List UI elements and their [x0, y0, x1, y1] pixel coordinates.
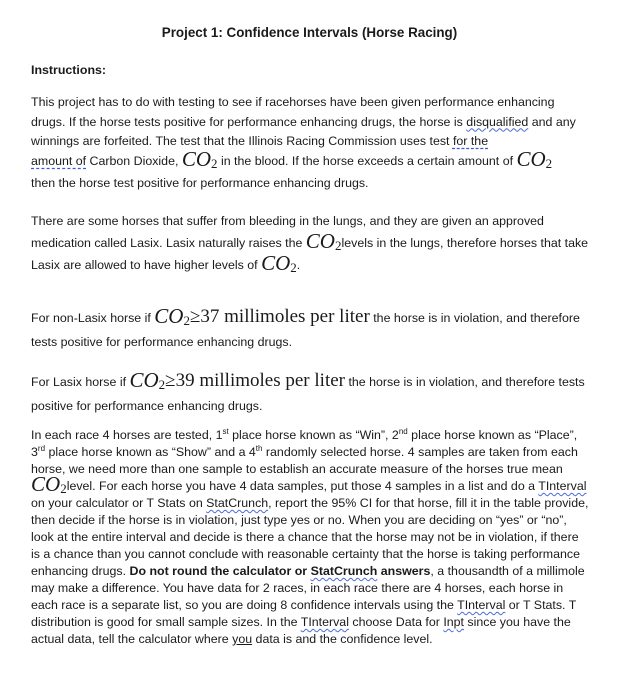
- co2-formula: $CO_2$: [154, 304, 190, 328]
- paragraph-lasix: There are some horses that suffer from bleeding in the lungs, and they are given an approved medication called Lasix. Lasix naturally raises the $CO_2levels$ in the lungs, therefore horses that take Lasix are allowed to have higher levels of $CO_2$.: [31, 214, 589, 275]
- threshold-39: ≥39 millimoles per liter: [165, 370, 345, 391]
- page-title: Project 1: Confidence Intervals (Horse Racing): [161, 25, 458, 40]
- paragraph-intro: This project has to do with testing to see if racehorses have been given performance enhancing drugs. If the horse tests positive for performance enhancing drugs, the horse is disqualified and any winnings are forfeited. The test that the Illinois Racing Commission uses test for the amount of Carbon Dioxide, $CO_2$ in the blood. If the horse exceeds a certain amount of $CO_2$ then the horse test positive for performance enhancing drugs.: [31, 95, 576, 190]
- squiggle-word: disqualified: [466, 114, 529, 129]
- instructions-heading: Instructions:: [31, 63, 107, 77]
- co2-formula: $CO_2$: [129, 368, 166, 392]
- paragraph-procedure: In each race 4 horses are tested, 1st place horse known as “Win”, 2nd place horse known as “Place”, 3rd place horse known as “Show” and a 4th randomly selected horse. 4 samples are taken from each horse, we need more than one sample to establish an accurate measure of the horses true mean $CO_2level$. For each horse you have 4 data samples, put those 4 samples in a list and do a TInterval on your calculator or T Stats on StatCrunch, report the 95% CI for that horse, fill it in the table provide, then decide if the horse is in violation, just type yes or no. When you are deciding on “yes” or “no”, look at the entire interval and decide is there a chance that the horse may not be in violation, if there is a chance than you cannot conclude with reasonable certainty that the horse is taking performance enhancing drugs. Do not round the calculator or StatCrunch answers, a thousandth of a millimole may make a difference. You have data for 2 races, in each race there are 4 horses, each horse in each race is a separate list, so you are doing 8 confidence intervals using the TInterval or T Stats. T distribution is good for small sample sizes. In the TInterval choose Data for Inpt since you have the actual data, tell the calculator where you data is and the confidence level.: [31, 426, 589, 646]
- co2-formula: $CO_2$: [305, 229, 342, 253]
- co2-formula: $CO_2$: [31, 472, 67, 496]
- co2-formula: $CO_2$: [181, 146, 218, 171]
- grammar-mark: for the: [452, 134, 489, 148]
- co2-formula: $CO_2$: [516, 146, 553, 171]
- paragraph-non-lasix: For non-Lasix horse if $CO_2\ge 37$ millimoles per liter the horse is in violation, and therefore tests positive for performance enhancing drugs.: [31, 304, 580, 349]
- paragraph-lasix-threshold: For Lasix horse if $CO_2\ge 39$ millimoles per liter the horse is in violation, and therefore tests positive for performance enhancing drugs.: [31, 368, 585, 413]
- co2-formula: $CO_2$: [261, 251, 297, 275]
- threshold-37: ≥37 millimoles per liter: [189, 306, 370, 327]
- grammar-mark: amount of: [31, 153, 87, 168]
